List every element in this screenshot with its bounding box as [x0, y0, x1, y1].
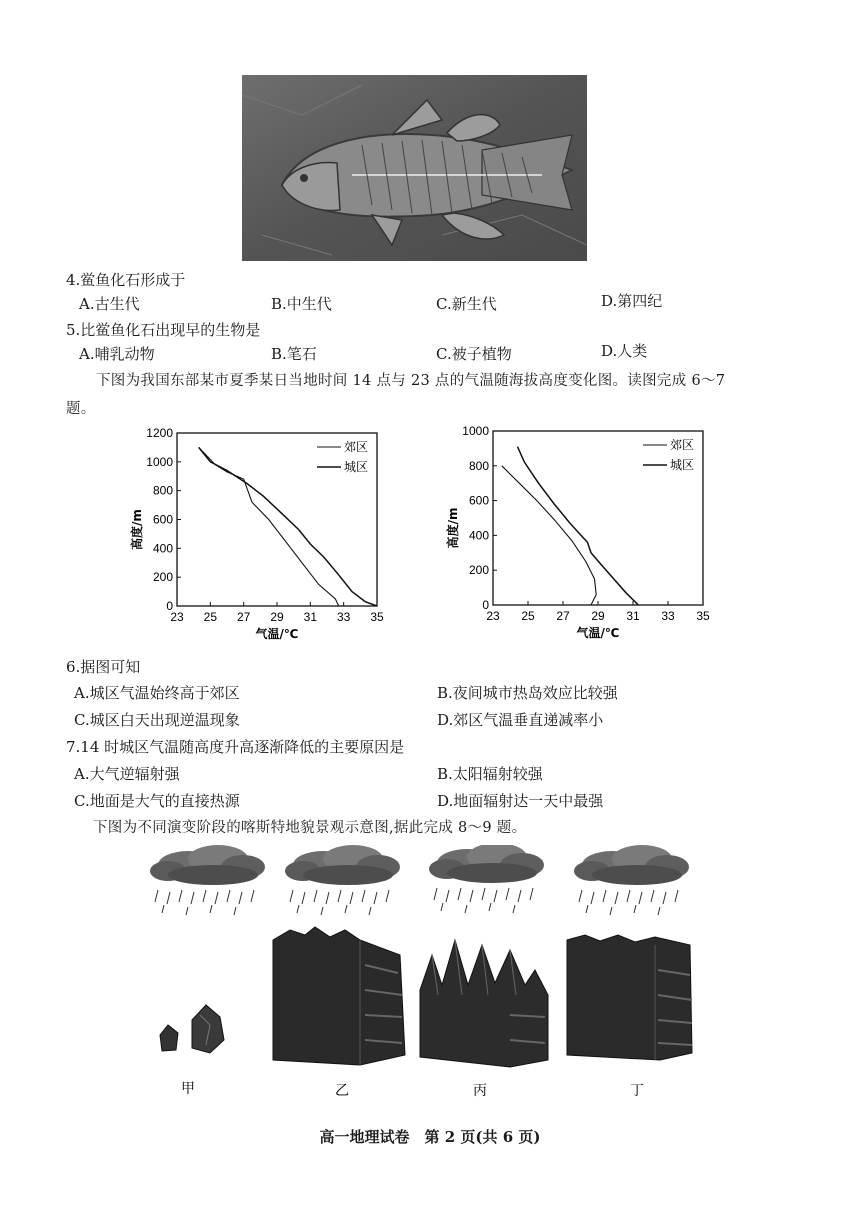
- x-tick-label: 25: [203, 610, 218, 624]
- intro-6-7-line2: 题。: [66, 401, 96, 417]
- y-axis-label: 高度/m: [446, 507, 460, 549]
- y-tick-label: 1000: [462, 424, 489, 438]
- karst-stage-yi-block: [273, 927, 405, 1065]
- x-tick-label: 33: [336, 610, 351, 624]
- legend-label: 郊区: [344, 440, 369, 454]
- q6-option-a[interactable]: A.城区气温始终高于郊区: [74, 684, 240, 702]
- karst-stage-bing-block: [420, 940, 548, 1067]
- intro-6-7-line1: 下图为我国东部某市夏季某日当地时间 14 点与 23 点的气温随海拔高度变化图。读图完成 6～7: [96, 373, 726, 389]
- question-6-stem: 6.据图可知: [66, 658, 141, 676]
- karst-evolution-diagram: [140, 845, 720, 1115]
- coelacanth-fossil-photo: [242, 75, 587, 261]
- y-tick-label: 1000: [146, 454, 173, 469]
- y-tick-label: 800: [468, 458, 489, 473]
- x-tick-label: 35: [696, 609, 710, 623]
- y-tick-label: 1200: [146, 426, 173, 440]
- q7-option-c[interactable]: C.地面是大气的直接热源: [74, 792, 240, 810]
- y-tick-label: 800: [152, 483, 173, 498]
- legend-label: 城区: [344, 460, 369, 474]
- y-tick-label: 600: [152, 512, 173, 527]
- y-tick-label: 0: [482, 598, 489, 612]
- temperature-altitude-chart-23h: [437, 423, 727, 648]
- y-tick-label: 400: [468, 528, 489, 543]
- karst-stage-bing-cloud: [429, 845, 544, 913]
- x-tick-label: 35: [370, 610, 384, 624]
- x-tick-label: 33: [661, 609, 675, 623]
- x-axis-label: 气温/℃: [576, 626, 620, 640]
- q5-option-b[interactable]: B.笔石: [271, 345, 317, 363]
- q4-option-a[interactable]: A.古生代: [79, 295, 140, 313]
- q6-option-c[interactable]: C.城区白天出现逆温现象: [74, 711, 240, 729]
- q5-option-c[interactable]: C.被子植物: [436, 345, 512, 363]
- series-line-城区: [518, 447, 639, 605]
- karst-stage-jia-cloud: [150, 845, 265, 915]
- q6-option-d[interactable]: D.郊区气温垂直递减率小: [437, 711, 604, 729]
- karst-stage-ding-cloud: [574, 845, 689, 915]
- temperature-altitude-chart-14h: [115, 425, 400, 650]
- intro-8-9: 下图为不同演变阶段的喀斯特地貌景观示意图,据此完成 8～9 题。: [93, 820, 527, 836]
- q7-option-a[interactable]: A.大气逆辐射强: [74, 765, 180, 783]
- karst-label-jia: 甲: [181, 1081, 195, 1097]
- q6-option-b[interactable]: B.夜间城市热岛效应比较强: [437, 684, 618, 702]
- karst-stage-ding-block: [567, 935, 692, 1060]
- x-axis-label: 气温/℃: [255, 627, 299, 641]
- question-7-stem: 7.14 时城区气温随高度升高逐渐降低的主要原因是: [66, 738, 405, 756]
- x-tick-label: 27: [236, 610, 251, 624]
- x-tick-label: 31: [626, 609, 640, 623]
- plot-frame: [177, 433, 377, 606]
- q4-option-c[interactable]: C.新生代: [436, 295, 497, 313]
- page-footer: 高一地理试卷 第 2 页(共 6 页): [319, 1128, 541, 1146]
- x-tick-label: 29: [270, 610, 284, 624]
- karst-label-ding: 丁: [630, 1083, 644, 1099]
- q7-option-b[interactable]: B.太阳辐射较强: [437, 765, 543, 783]
- y-axis-label: 高度/m: [130, 509, 144, 550]
- q7-option-d[interactable]: D.地面辐射达一天中最强: [437, 792, 604, 810]
- series-line-郊区: [199, 447, 339, 606]
- q4-option-d[interactable]: D.第四纪: [601, 292, 663, 310]
- y-tick-label: 0: [166, 599, 173, 613]
- x-tick-label: 31: [303, 610, 318, 624]
- karst-label-yi: 乙: [335, 1083, 349, 1099]
- x-tick-label: 27: [556, 609, 570, 623]
- karst-stage-jia-rocks: [160, 1005, 224, 1053]
- q5-option-a[interactable]: A.哺乳动物: [79, 345, 155, 363]
- x-tick-label: 23: [486, 609, 500, 623]
- question-5-stem: 5.比鲎鱼化石出现早的生物是: [66, 321, 261, 339]
- question-4-stem: 4.鲎鱼化石形成于: [66, 271, 186, 289]
- x-tick-label: 29: [591, 609, 605, 623]
- y-tick-label: 200: [468, 563, 489, 578]
- q4-option-b[interactable]: B.中生代: [271, 295, 332, 313]
- legend-label: 城区: [670, 458, 695, 472]
- karst-stage-yi-cloud: [285, 845, 400, 915]
- legend-label: 郊区: [670, 438, 695, 452]
- y-tick-label: 200: [152, 570, 173, 585]
- x-tick-label: 25: [521, 609, 535, 623]
- x-tick-label: 23: [170, 610, 184, 624]
- karst-label-bing: 丙: [473, 1083, 487, 1099]
- y-tick-label: 400: [152, 541, 173, 556]
- q5-option-d[interactable]: D.人类: [601, 342, 648, 360]
- y-tick-label: 600: [468, 493, 489, 508]
